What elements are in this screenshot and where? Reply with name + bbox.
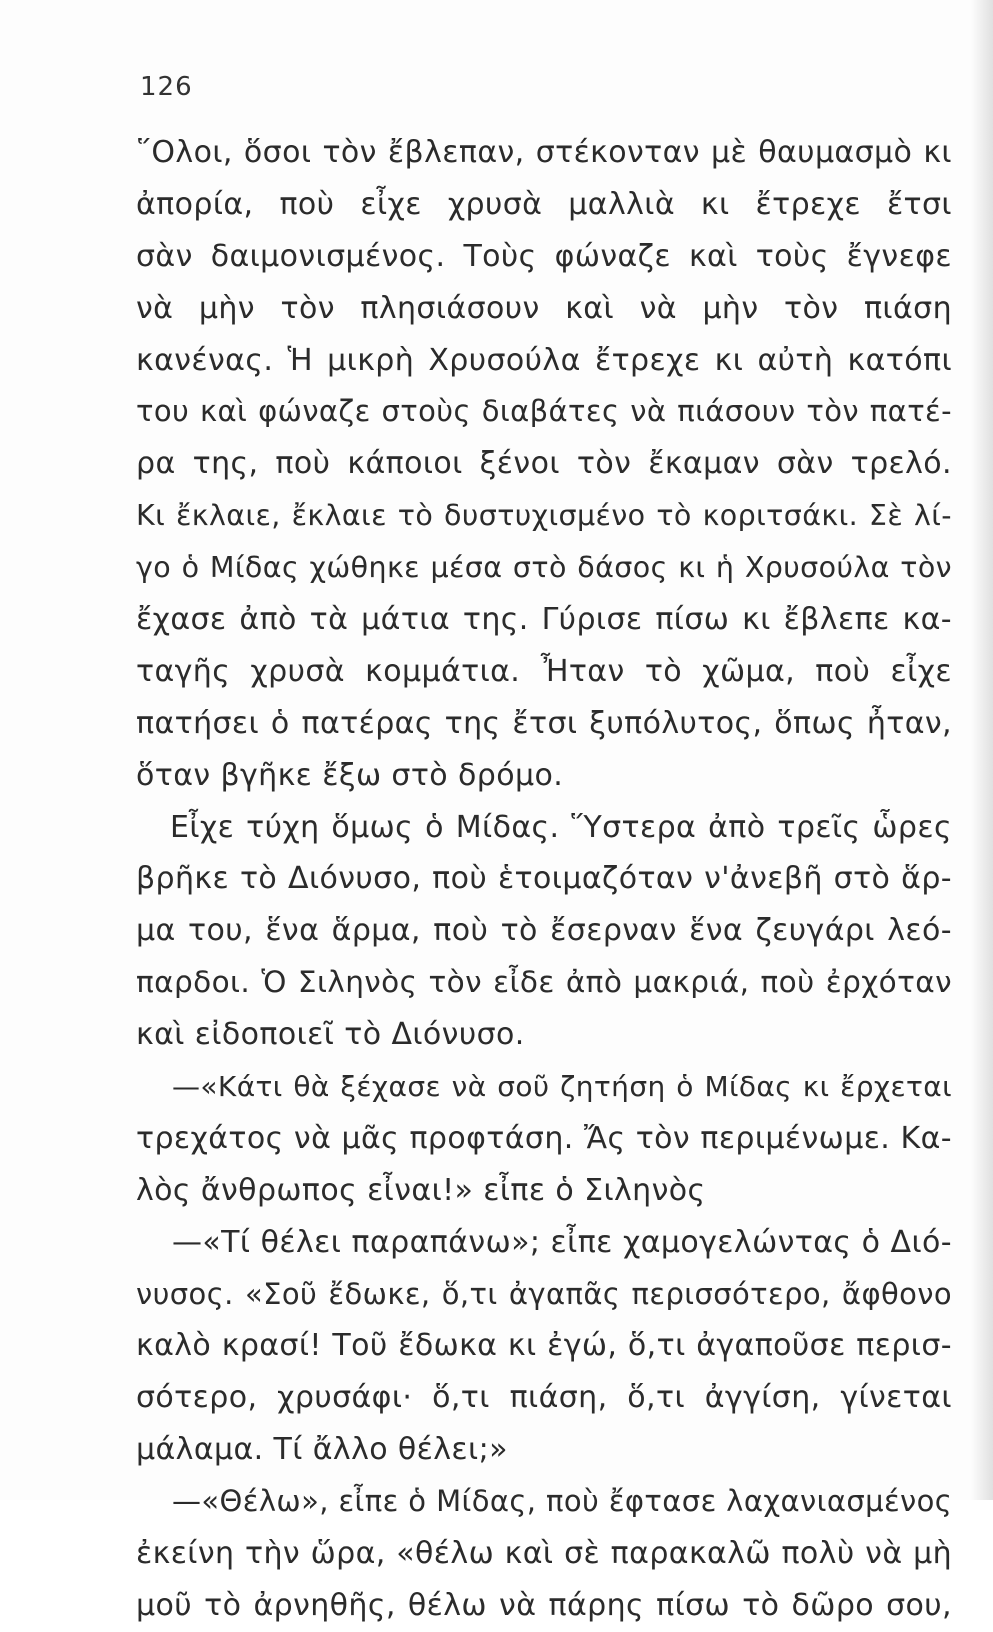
text-line: του καὶ φώναζε στοὺς διαβάτες νὰ πιάσουν τὸν πατέ- xyxy=(136,394,952,429)
text-line: παρδοι. Ὁ Σιληνὸς τὸν εἶδε ἀπὸ μακριά, ποὺ ἐρχόταν xyxy=(136,965,952,1000)
text-line: Κι ἔκλαιε, ἔκλαιε τὸ δυστυχισμένο τὸ κοριτσάκι. Σὲ λί- xyxy=(136,499,952,533)
text-line: ὅταν βγῆκε ἔξω στὸ δρόμο. xyxy=(136,757,564,793)
text-line: —«Κάτι θὰ ξέχασε νὰ σοῦ ζητήση ὁ Μίδας κι ἔρχεται xyxy=(172,1070,952,1104)
text-line: βρῆκε τὸ Διόνυσο, ποὺ ἑτοιμαζόταν ν'ἀνεβῆ στὸ ἅρ- xyxy=(136,861,952,897)
text-line: μοῦ τὸ ἀρνηθῆς, θέλω νὰ πάρης πίσω τὸ δῶρο σου, xyxy=(136,1587,952,1623)
page-number: 126 xyxy=(140,72,193,102)
text-line: πατήσει ὁ πατέρας της ἔτσι ξυπόλυτος, ὅπως ἦταν, xyxy=(136,705,952,741)
text-line: —«Θέλω», εἶπε ὁ Μίδας, ποὺ ἔφτασε λαχανιασμένος xyxy=(172,1484,953,1519)
text-line: ταγῆς χρυσὰ κομμάτια. Ἦταν τὸ χῶμα, ποὺ εἶχε xyxy=(136,653,952,689)
text-line: κανένας. Ἡ μικρὴ Χρυσούλα ἔτρεχε κι αὐτὴ κατόπι xyxy=(136,342,952,378)
text-line: καὶ εἰδοποιεῖ τὸ Διόνυσο. xyxy=(136,1017,525,1053)
body-text xyxy=(136,127,952,1632)
text-line: ῞Ολοι, ὅσοι τὸν ἔβλεπαν, στέκονταν μὲ θαυμασμὸ κι xyxy=(136,135,952,170)
text-line: σότερο, χρυσάφι· ὅ,τι πιάση, ὅ,τι ἀγγίση, γίνεται xyxy=(136,1380,952,1416)
text-line: καλὸ κρασί! Τοῦ ἔδωκα κι ἐγώ, ὅ,τι ἀγαποῦσε περισ- xyxy=(136,1328,952,1364)
text-line: λὸς ἄνθρωπος εἶναι!» εἶπε ὁ Σιληνὸς xyxy=(136,1172,706,1208)
text-line: ρα της, ποὺ κάποιοι ξένοι τὸν ἔκαμαν σὰν τρελό. xyxy=(136,446,952,482)
text-line: σὰν δαιμονισμένος. Τοὺς φώναζε καὶ τοὺς ἔγνεφε xyxy=(136,238,952,274)
text-line: ἀπορία, ποὺ εἶχε χρυσὰ μαλλιὰ κι ἔτρεχε ἔτσι xyxy=(136,186,952,222)
text-line: νυσος. «Σοῦ ἔδωκε, ὅ,τι ἀγαπᾶς περισσότερο, ἄφθονο xyxy=(136,1276,952,1311)
text-line: —«Τί θέλει παραπάνω»; εἶπε χαμογελώντας ὁ Διό- xyxy=(172,1224,952,1260)
text-line: ἔχασε ἀπὸ τὰ μάτια της. Γύρισε πίσω κι ἔβλεπε κα- xyxy=(136,602,952,638)
text-line: ἐκείνη τὴν ὥρα, «θέλω καὶ σὲ παρακαλῶ πολὺ νὰ μὴ xyxy=(136,1536,952,1572)
text-line: τρεχάτος νὰ μᾶς προφτάση. Ἄς τὸν περιμένωμε. Κα- xyxy=(136,1120,952,1156)
text-line: νὰ μὴν τὸν πλησιάσουν καὶ νὰ μὴν τὸν πιάση xyxy=(136,290,952,326)
text-line: Εἶχε τύχη ὅμως ὁ Μίδας. Ὕστερα ἀπὸ τρεῖς ὧρες xyxy=(170,809,952,845)
text-line: μάλαμα. Τί ἄλλο θέλει;» xyxy=(136,1432,508,1468)
text-line: γο ὁ Μίδας χώθηκε μέσα στὸ δάσος κι ἡ Χρυσούλα τὸν xyxy=(136,551,952,585)
page-edge-shadow xyxy=(971,0,993,1500)
text-line: μα του, ἕνα ἅρμα, ποὺ τὸ ἔσερναν ἕνα ζευγάρι λεό- xyxy=(136,913,952,949)
